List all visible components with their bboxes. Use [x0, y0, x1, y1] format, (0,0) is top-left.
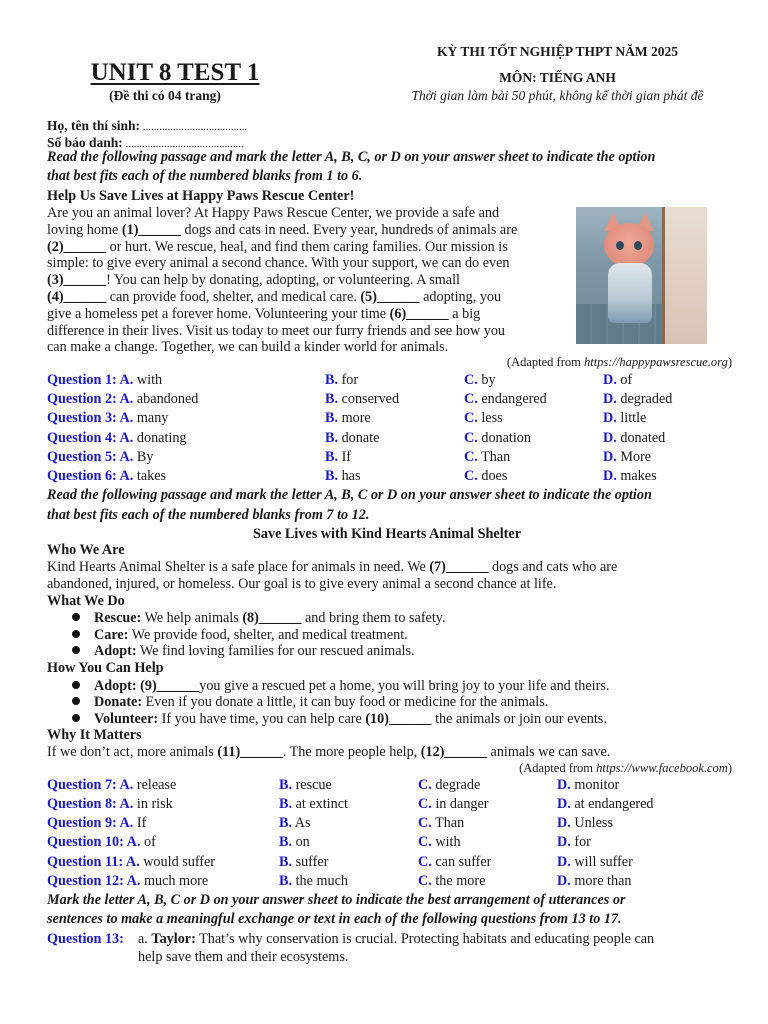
question-row: Question 5: A. By	[47, 449, 154, 465]
option-c[interactable]: C. can suffer	[418, 854, 492, 870]
option-c[interactable]: C. degrade	[418, 777, 481, 793]
blank-9: (9)______	[140, 678, 200, 694]
option-d[interactable]: D. at endangered	[557, 796, 654, 812]
section1-instruction-line2: that best fits each of the numbered blanks from 1 to 6.	[47, 168, 363, 184]
option-d[interactable]: D. more than	[557, 873, 632, 889]
option-c[interactable]: C. does	[464, 468, 508, 484]
passage1-body	[47, 205, 567, 356]
candidate-id-label: Số báo danh:	[47, 135, 123, 150]
bullet-icon	[72, 613, 80, 621]
option-a[interactable]: in risk	[136, 796, 173, 812]
heading-how-you-can-help: How You Can Help	[47, 660, 164, 676]
question-row: Question 12: A. much more	[47, 873, 209, 889]
source-link: https://happypawsrescue.org	[583, 355, 728, 369]
option-c[interactable]: C. endangered	[464, 391, 547, 407]
option-d[interactable]: D. of	[603, 372, 633, 388]
question-row: Question 6: A. takes	[47, 468, 167, 484]
option-a[interactable]: By	[136, 449, 154, 465]
option-c[interactable]: C. by	[464, 372, 496, 388]
option-c[interactable]: C. Than	[464, 449, 511, 465]
question-row: Question 10: A. of	[47, 834, 156, 850]
passage-line: give a homeless pet a forever home. Volunteering your time (6)______ a big	[47, 305, 481, 322]
passage-line: Are you an animal lover? At Happy Paws Rescue Center, we provide a safe and	[47, 205, 500, 221]
option-c[interactable]: C. less	[464, 410, 503, 426]
bullet-item: Care: We provide food, shelter, and medical treatment.	[72, 627, 408, 644]
blank-3: (3)______	[47, 272, 107, 289]
passage2-line: Kind Hearts Animal Shelter is a safe place for animals in need. We (7)______ dogs and cats who are	[47, 559, 618, 575]
option-a[interactable]: of	[143, 834, 156, 850]
passage-line: (4)______ can provide food, shelter, and medical care. (5)______ adopting, you	[47, 288, 502, 305]
section1-instruction-line1: Read the following passage and mark the letter A, B, C, or D on your answer sheet to indicate the option	[47, 149, 656, 165]
option-b[interactable]: B. As	[279, 815, 311, 831]
blank-8: (8)______	[242, 610, 302, 626]
option-b[interactable]: B. for	[325, 372, 359, 388]
speaker-name: Taylor:	[151, 931, 196, 947]
bullet-item: Rescue: We help animals (8)______ and bring them to safety.	[72, 610, 446, 627]
option-b[interactable]: B. the much	[279, 873, 348, 889]
bullet-icon	[72, 681, 80, 689]
candidate-id-dots: ...........................................	[122, 138, 244, 150]
subject: MÔN: TIẾNG ANH	[499, 70, 616, 85]
option-d[interactable]: D. makes	[603, 468, 657, 484]
bullet-item: Adopt: We find loving families for our rescued animals.	[72, 643, 415, 660]
option-a[interactable]: If	[136, 815, 147, 831]
question-row: Question 8: A. in risk	[47, 796, 173, 812]
question-row: Question 11: A. would suffer	[47, 854, 216, 870]
bullet-item: Volunteer: If you have time, you can help care (10)______ the animals or join our events.	[72, 711, 607, 728]
option-b[interactable]: B. at extinct	[279, 796, 348, 812]
passage2-line: If we don’t act, more animals (11)______. The more people help, (12)______ animals we can save.	[47, 744, 611, 760]
question-row: Question 2: A. abandoned	[47, 391, 199, 407]
passage-line: (2)______ or hurt. We rescue, heal, and find them caring families. Our mission is	[47, 238, 508, 255]
section2-instruction-line1: Read the following passage and mark the letter A, B, C or D on your answer sheet to indicate the option	[47, 487, 652, 503]
question-row: Question 4: A. donating	[47, 430, 187, 446]
bullet-item: Adopt: (9)______you give a rescued pet a home, you will bring joy to your life and theirs.	[72, 678, 609, 695]
passage-line: difference in their lives. Visit us today to meet our furry friends and see how you	[47, 322, 506, 339]
option-b[interactable]: B. donate	[325, 430, 380, 446]
passage2-source-credit: (Adapted from https://www.facebook.com)	[519, 761, 732, 775]
passage-line: simple: to give every animal a second chance. With your support, we can do even	[47, 255, 510, 272]
option-b[interactable]: B. If	[325, 449, 352, 465]
passage-line: can make a change. Together, we can build a kinder world for animals.	[47, 339, 449, 356]
blank-10: (10)______	[365, 711, 432, 727]
option-d[interactable]: D. Unless	[557, 815, 613, 831]
option-d[interactable]: D. will suffer	[557, 854, 633, 870]
option-b[interactable]: B. suffer	[279, 854, 329, 870]
option-b[interactable]: B. on	[279, 834, 310, 850]
blank-1: (1)______	[121, 221, 181, 238]
option-d[interactable]: D. More	[603, 449, 652, 465]
question-13-item-a-continued: help save them and their ecosystems.	[138, 949, 349, 965]
option-c[interactable]: C. in danger	[418, 796, 489, 812]
section3-instruction-line1: Mark the letter A, B, C or D on your answer sheet to indicate the best arrangement of utterances or	[47, 892, 626, 908]
option-a[interactable]: with	[136, 372, 163, 388]
passage2-title: Save Lives with Kind Hearts Animal Shelter	[253, 526, 521, 542]
option-a[interactable]: abandoned	[136, 391, 199, 407]
option-a[interactable]: many	[136, 410, 169, 426]
bullet-icon	[72, 630, 80, 638]
section2-instruction-line2: that best fits each of the numbered blanks from 7 to 12.	[47, 507, 370, 523]
option-c[interactable]: C. with	[418, 834, 461, 850]
bullet-icon	[72, 646, 80, 654]
option-b[interactable]: B. rescue	[279, 777, 332, 793]
candidate-name-dots: ......................................	[140, 121, 248, 133]
blank-4: (4)______	[47, 288, 107, 305]
option-a[interactable]: takes	[136, 468, 167, 484]
heading-what-we-do: What We Do	[47, 593, 125, 609]
bullet-item: Donate: Even if you donate a little, it can buy food or medicine for the animals.	[72, 694, 548, 711]
option-d[interactable]: D. for	[557, 834, 591, 850]
option-c[interactable]: C. donation	[464, 430, 531, 446]
option-d[interactable]: D. little	[603, 410, 647, 426]
source-link: https://www.facebook.com	[596, 761, 728, 775]
option-d[interactable]: D. degraded	[603, 391, 673, 407]
bullet-icon	[72, 714, 80, 722]
blank-12: (12)______	[420, 744, 487, 760]
option-d[interactable]: D. monitor	[557, 777, 620, 793]
blank-11: (11)______	[217, 744, 283, 760]
option-b[interactable]: B. more	[325, 410, 371, 426]
option-a[interactable]: release	[136, 777, 177, 793]
question-row: Question 9: A. If	[47, 815, 147, 831]
blank-5: (5)______	[360, 288, 420, 305]
question-row: Question 1: A. with	[47, 372, 163, 388]
question-13-item-a: a. Taylor: That’s why conservation is crucial. Protecting habitats and educating people can	[138, 931, 655, 947]
passage2-line: abandoned, injured, or homeless. Our goal is to give every animal a second chance at life.	[47, 576, 557, 592]
blank-6: (6)______	[389, 305, 449, 322]
option-b[interactable]: B. conserved	[325, 391, 400, 407]
passage1-title: Help Us Save Lives at Happy Paws Rescue Center!	[47, 188, 355, 204]
blank-7: (7)______	[429, 559, 489, 575]
unit-title: UNIT 8 TEST 1	[90, 59, 260, 86]
duration: Thời gian làm bài 50 phút, không kể thời gian phát đề	[411, 88, 704, 103]
option-b[interactable]: B. has	[325, 468, 361, 484]
bullet-icon	[72, 697, 80, 705]
page-count-note: (Đề thi có 04 trang)	[109, 88, 221, 103]
option-c[interactable]: C. the more	[418, 873, 486, 889]
heading-why-it-matters: Why It Matters	[47, 727, 142, 743]
option-c[interactable]: C. Than	[418, 815, 465, 831]
option-a[interactable]: donating	[136, 430, 187, 446]
passage-line: (3)______! You can help by donating, adopting, or volunteering. A small	[47, 272, 460, 289]
question-row: Question 3: A. many	[47, 410, 169, 426]
question-13-label: Question 13:	[47, 931, 124, 947]
exam-name: KỲ THI TỐT NGHIỆP THPT NĂM 2025	[436, 44, 679, 59]
question-row: Question 7: A. release	[47, 777, 177, 793]
section3-instruction-line2: sentences to make a meaningful exchange or text in each of the following questions from 13 to 17.	[47, 911, 622, 927]
candidate-name-label: Họ, tên thí sinh:	[47, 118, 141, 133]
blank-2: (2)______	[47, 238, 107, 255]
option-a[interactable]: much more	[143, 873, 209, 889]
option-d[interactable]: D. donated	[603, 430, 666, 446]
option-a[interactable]: would suffer	[143, 854, 216, 870]
kitten-image	[576, 207, 707, 344]
heading-who-we-are: Who We Are	[47, 542, 125, 558]
passage1-source-credit: (Adapted from https://happypawsrescue.org)	[506, 355, 732, 369]
passage-line: loving home (1)______ dogs and cats in need. Every year, hundreds of animals are	[47, 221, 518, 238]
